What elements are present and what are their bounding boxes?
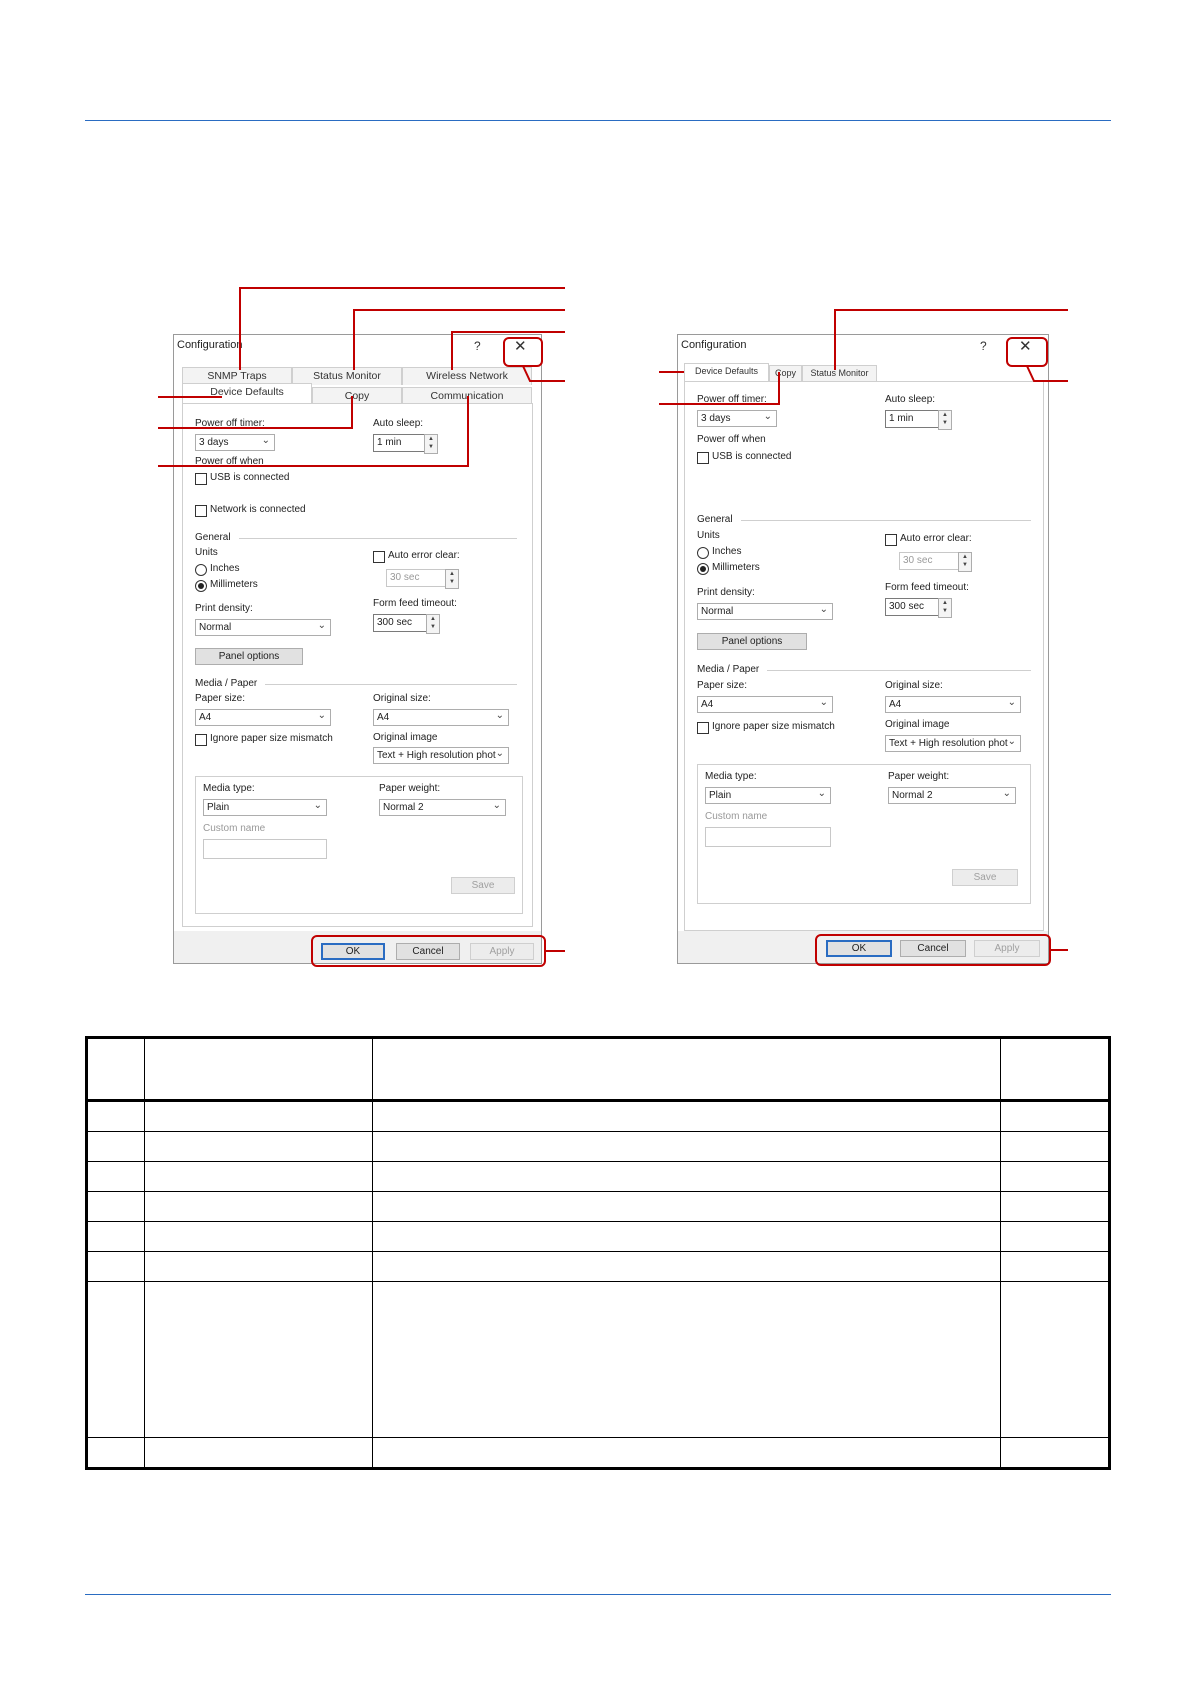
custom-name-label: Custom name xyxy=(203,823,266,834)
select-value: Text + High resolution phot xyxy=(377,750,496,761)
table-cell xyxy=(1001,1162,1110,1192)
select-value: A4 xyxy=(889,699,902,710)
spin-value: 30 sec xyxy=(390,572,420,583)
table-cell xyxy=(144,1038,372,1101)
usb-connected-label: USB is connected xyxy=(712,451,792,462)
paper-weight-label: Paper weight: xyxy=(379,783,441,794)
spinner-arrows-icon[interactable]: ▲ ▼ xyxy=(424,434,438,454)
table-row xyxy=(87,1162,1110,1192)
table-cell xyxy=(373,1282,1001,1438)
button-label: Panel options xyxy=(218,651,280,662)
general-group-label: General xyxy=(195,532,231,543)
custom-name-label: Custom name xyxy=(705,811,768,822)
table-cell xyxy=(87,1222,145,1252)
close-icon[interactable]: ✕ xyxy=(1019,338,1032,355)
table-cell xyxy=(144,1132,372,1162)
spinner-arrows-icon[interactable]: ▲ ▼ xyxy=(426,614,440,634)
callout-status-monitor xyxy=(354,310,565,370)
inches-label: Inches xyxy=(712,546,742,557)
tab-label: Copy xyxy=(344,390,370,402)
network-connected-label: Network is connected xyxy=(210,504,306,515)
tab-label: Status Monitor xyxy=(810,368,869,378)
spinner-arrows-icon[interactable]: ▲ ▼ xyxy=(958,552,972,572)
spin-value: 300 sec xyxy=(889,601,925,612)
dialog-title: Configuration xyxy=(681,339,747,351)
chevron-down-icon: ⌄ xyxy=(495,710,504,721)
tab-label: SNMP Traps xyxy=(207,370,267,382)
button-label: Apply xyxy=(489,946,515,957)
table-cell xyxy=(373,1222,1001,1252)
select-value: Normal xyxy=(199,622,232,633)
tab-label: Communication xyxy=(430,390,504,402)
table-cell xyxy=(87,1282,145,1438)
tab-label: Wireless Network xyxy=(426,370,508,382)
table-cell xyxy=(87,1101,145,1132)
button-label: Apply xyxy=(994,943,1020,954)
table-cell xyxy=(87,1162,145,1192)
callout-communication xyxy=(158,396,468,466)
select-value: Normal xyxy=(701,606,734,617)
callout-close-box-right xyxy=(1007,338,1047,366)
dialog-title: Configuration xyxy=(177,339,243,351)
tab-label: Device Defaults xyxy=(210,386,284,398)
table-cell xyxy=(1001,1252,1110,1282)
chevron-down-icon: ⌄ xyxy=(1007,736,1016,747)
auto-sleep-label: Auto sleep: xyxy=(885,394,936,405)
table-cell xyxy=(144,1438,372,1469)
table-cell xyxy=(1001,1192,1110,1222)
callout-buttons-box xyxy=(312,936,545,966)
close-icon[interactable]: ✕ xyxy=(514,338,527,355)
media-paper-group-label: Media / Paper xyxy=(195,678,258,689)
table-cell xyxy=(373,1192,1001,1222)
chevron-down-icon: ⌄ xyxy=(313,800,322,811)
select-value: A4 xyxy=(377,712,390,723)
chevron-down-icon: ⌄ xyxy=(819,697,828,708)
power-off-when-label: Power off when xyxy=(195,456,264,467)
tab-label: Status Monitor xyxy=(313,370,381,382)
button-label: Save xyxy=(973,872,997,883)
select-value: Plain xyxy=(207,802,230,813)
tab-label: Device Defaults xyxy=(694,366,759,376)
table-cell xyxy=(373,1252,1001,1282)
table-row xyxy=(87,1282,1110,1438)
table-cell xyxy=(144,1162,372,1192)
callout-buttons-box-right xyxy=(816,935,1050,965)
table-cell xyxy=(373,1438,1001,1469)
select-value: Text + High resolution phot xyxy=(889,738,1008,749)
settings-table xyxy=(85,1036,1111,1470)
chevron-down-icon: ⌄ xyxy=(819,604,828,615)
table-row xyxy=(87,1438,1110,1469)
table-cell xyxy=(87,1132,145,1162)
media-type-label: Media type: xyxy=(705,771,757,782)
original-image-label: Original image xyxy=(373,732,438,743)
table-header-row xyxy=(87,1038,1110,1101)
callout-copy xyxy=(158,396,352,428)
spin-value: 30 sec xyxy=(903,555,933,566)
select-value: Normal 2 xyxy=(383,802,424,813)
ignore-mismatch-label: Ignore paper size mismatch xyxy=(712,721,835,732)
units-label: Units xyxy=(697,530,720,541)
chevron-down-icon: ⌄ xyxy=(1002,788,1011,799)
callout-status-monitor-right xyxy=(835,310,1068,370)
select-value: Normal 2 xyxy=(892,790,933,801)
table-cell xyxy=(144,1252,372,1282)
table-row xyxy=(87,1222,1110,1252)
select-value: A4 xyxy=(701,699,714,710)
power-off-timer-label: Power off timer: xyxy=(697,394,767,405)
table-row xyxy=(87,1192,1110,1222)
callout-copy-right xyxy=(659,372,779,404)
table-cell xyxy=(373,1101,1001,1132)
help-icon[interactable]: ? xyxy=(474,339,481,353)
chevron-down-icon: ⌄ xyxy=(492,800,501,811)
table-row xyxy=(87,1252,1110,1282)
button-label: Panel options xyxy=(721,636,783,647)
spinner-arrows-icon[interactable]: ▲ ▼ xyxy=(938,598,952,618)
form-feed-timeout-label: Form feed timeout: xyxy=(885,582,969,593)
table-cell xyxy=(144,1192,372,1222)
usb-connected-label: USB is connected xyxy=(210,472,290,483)
media-type-label: Media type: xyxy=(203,783,255,794)
power-off-timer-label: Power off timer: xyxy=(195,418,265,429)
callout-snmp-traps xyxy=(240,288,565,370)
auto-error-clear-label: Auto error clear: xyxy=(388,550,460,561)
spin-value: 300 sec xyxy=(377,617,413,628)
select-value: 3 days xyxy=(199,437,229,448)
table-row xyxy=(87,1132,1110,1162)
select-value: A4 xyxy=(199,712,212,723)
table-cell xyxy=(1001,1132,1110,1162)
print-density-label: Print density: xyxy=(697,587,755,598)
power-off-when-label: Power off when xyxy=(697,434,766,445)
spin-value: 1 min xyxy=(889,413,914,424)
select-value: 3 days xyxy=(701,413,731,424)
callout-close-box xyxy=(504,338,542,366)
chevron-down-icon: ⌄ xyxy=(763,411,772,422)
form-feed-timeout-label: Form feed timeout: xyxy=(373,598,457,609)
original-size-label: Original size: xyxy=(885,680,943,691)
table-row xyxy=(87,1101,1110,1132)
millimeters-label: Millimeters xyxy=(712,562,760,573)
table-cell xyxy=(87,1038,145,1101)
chevron-down-icon: ⌄ xyxy=(317,620,326,631)
table-cell xyxy=(144,1222,372,1252)
button-label: OK xyxy=(345,946,361,957)
button-label: Cancel xyxy=(917,943,949,954)
table-cell xyxy=(373,1132,1001,1162)
callout-close xyxy=(523,366,565,381)
chevron-down-icon: ⌄ xyxy=(261,435,270,446)
table-cell xyxy=(144,1101,372,1132)
millimeters-label: Millimeters xyxy=(210,579,258,590)
button-label: Cancel xyxy=(412,946,444,957)
chevron-down-icon: ⌄ xyxy=(817,788,826,799)
table-cell xyxy=(144,1282,372,1438)
auto-error-clear-label: Auto error clear: xyxy=(900,533,972,544)
chevron-down-icon: ⌄ xyxy=(495,748,504,759)
spinner-arrows-icon[interactable]: ▲ ▼ xyxy=(938,410,952,430)
table-cell xyxy=(1001,1222,1110,1252)
tab-label: Copy xyxy=(774,368,796,378)
table-cell xyxy=(1001,1038,1110,1101)
general-group-label: General xyxy=(697,514,733,525)
table-cell xyxy=(373,1038,1001,1101)
table-cell xyxy=(1001,1101,1110,1132)
table-cell xyxy=(1001,1282,1110,1438)
table-cell xyxy=(87,1438,145,1469)
auto-sleep-label: Auto sleep: xyxy=(373,418,424,429)
table-cell xyxy=(87,1252,145,1282)
print-density-label: Print density: xyxy=(195,603,253,614)
help-icon[interactable]: ? xyxy=(980,339,987,353)
chevron-down-icon: ⌄ xyxy=(317,710,326,721)
table-cell xyxy=(87,1192,145,1222)
button-label: Save xyxy=(471,880,495,891)
spin-value: 1 min xyxy=(377,437,402,448)
table-cell xyxy=(1001,1438,1110,1469)
spinner-arrows-icon[interactable]: ▲ ▼ xyxy=(445,569,459,589)
select-value: Plain xyxy=(709,790,732,801)
inches-label: Inches xyxy=(210,563,240,574)
media-paper-group-label: Media / Paper xyxy=(697,664,760,675)
ignore-mismatch-label: Ignore paper size mismatch xyxy=(210,733,333,744)
original-size-label: Original size: xyxy=(373,693,431,704)
paper-size-label: Paper size: xyxy=(697,680,748,691)
chevron-down-icon: ⌄ xyxy=(1007,697,1016,708)
button-label: OK xyxy=(851,943,867,954)
paper-weight-label: Paper weight: xyxy=(888,771,950,782)
paper-size-label: Paper size: xyxy=(195,693,246,704)
table-cell xyxy=(373,1162,1001,1192)
callout-close-right xyxy=(1027,366,1068,381)
units-label: Units xyxy=(195,547,218,558)
original-image-label: Original image xyxy=(885,719,950,730)
